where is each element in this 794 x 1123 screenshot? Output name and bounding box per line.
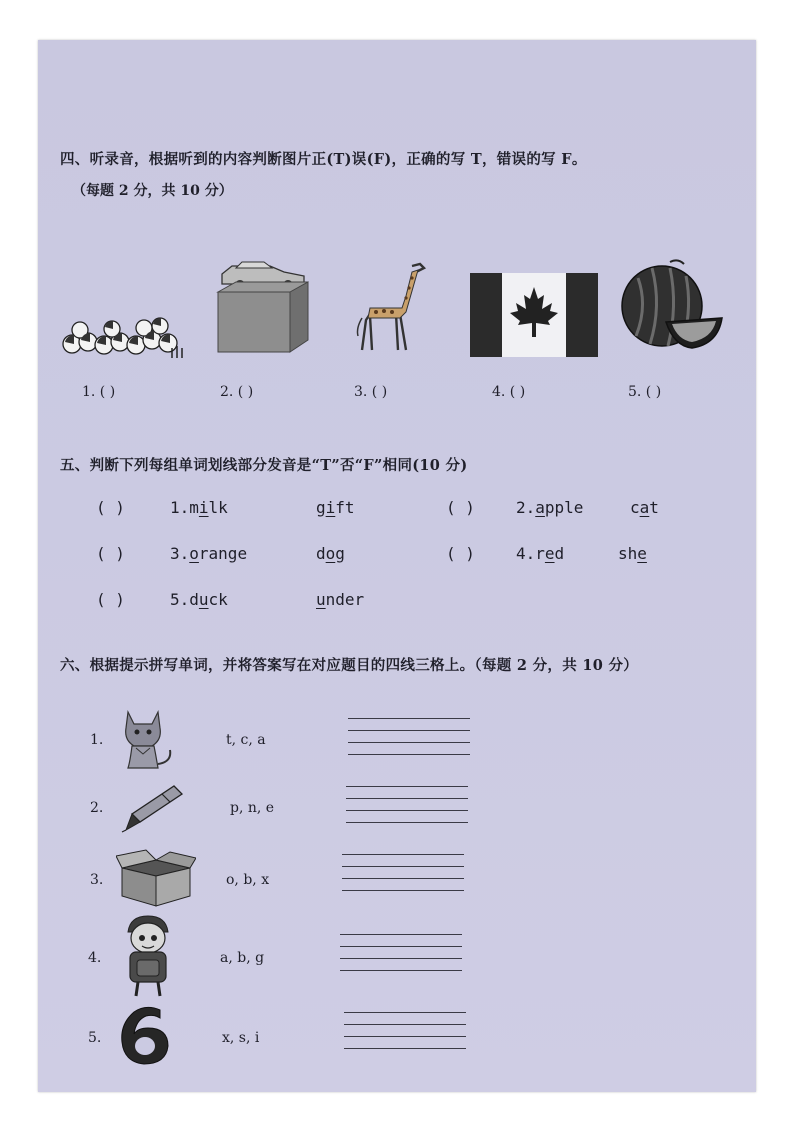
section6-num-3: 3. xyxy=(90,872,104,888)
section4-title: 四、听录音，根据听到的内容判断图片正(T)误(F)，正确的写 T，错误的写 F。 xyxy=(60,151,587,168)
word-pair-4-first: 4.red xyxy=(516,544,565,563)
section6-num-2: 2. xyxy=(90,800,104,816)
section4-item-1[interactable]: 1. ( ) xyxy=(82,384,116,400)
answer-paren-1[interactable]: ( ) xyxy=(96,498,125,517)
section4-item-5[interactable]: 5. ( ) xyxy=(628,384,662,400)
word-pair-2-first: 2.apple xyxy=(516,498,584,517)
answer-paren-3[interactable]: ( ) xyxy=(96,544,125,563)
section6-hint-3: o, b, x xyxy=(226,872,270,888)
word-pair-2-second: cat xyxy=(630,498,659,517)
word-pair-3-first: 3.orange xyxy=(170,544,248,563)
section6-hint-5: x, s, i xyxy=(222,1030,260,1046)
word-pair-4-second: she xyxy=(618,544,647,563)
cat-icon xyxy=(118,706,178,770)
watermelon-icon xyxy=(618,256,728,352)
exam-paper xyxy=(38,40,756,1092)
section6-num-5: 5. xyxy=(88,1030,102,1046)
section5-title: 五、判断下列每组单词划线部分发音是“T”否“F”相同(10 分) xyxy=(60,457,468,474)
section4-item-4[interactable]: 4. ( ) xyxy=(492,384,526,400)
section4-item-3[interactable]: 3. ( ) xyxy=(354,384,388,400)
section6-hint-1: t, c, a xyxy=(226,732,266,748)
word-pair-5-first: 5.duck xyxy=(170,590,228,609)
schoolbag-boy-icon xyxy=(120,914,176,998)
word-pair-3-second: dog xyxy=(316,544,345,563)
section6-title: 六、根据提示拼写单词，并将答案写在对应题目的四线三格上。（每题 2 分，共 10 分） xyxy=(60,657,639,674)
word-pair-1-second: gift xyxy=(316,498,355,517)
number-six-icon xyxy=(116,1002,174,1066)
section6-hint-4: a, b, g xyxy=(220,950,265,966)
box-icon xyxy=(116,846,196,910)
word-pair-5-second: under xyxy=(316,590,365,609)
section6-num-4: 4. xyxy=(88,950,102,966)
word-pair-1-first: 1.milk xyxy=(170,498,228,517)
section6-hint-2: p, n, e xyxy=(230,800,275,816)
giraffe-icon xyxy=(350,258,434,354)
car-on-box-icon xyxy=(212,248,312,358)
section4-note: （每题 2 分，共 10 分） xyxy=(72,183,233,199)
section4-item-2[interactable]: 2. ( ) xyxy=(220,384,254,400)
canada-flag-icon xyxy=(470,273,598,357)
answer-paren-4[interactable]: ( ) xyxy=(446,544,475,563)
pen-icon xyxy=(118,782,186,834)
section6-num-1: 1. xyxy=(90,732,104,748)
answer-paren-2[interactable]: ( ) xyxy=(446,498,475,517)
answer-paren-5[interactable]: ( ) xyxy=(96,590,125,609)
balls-icon xyxy=(60,312,188,362)
